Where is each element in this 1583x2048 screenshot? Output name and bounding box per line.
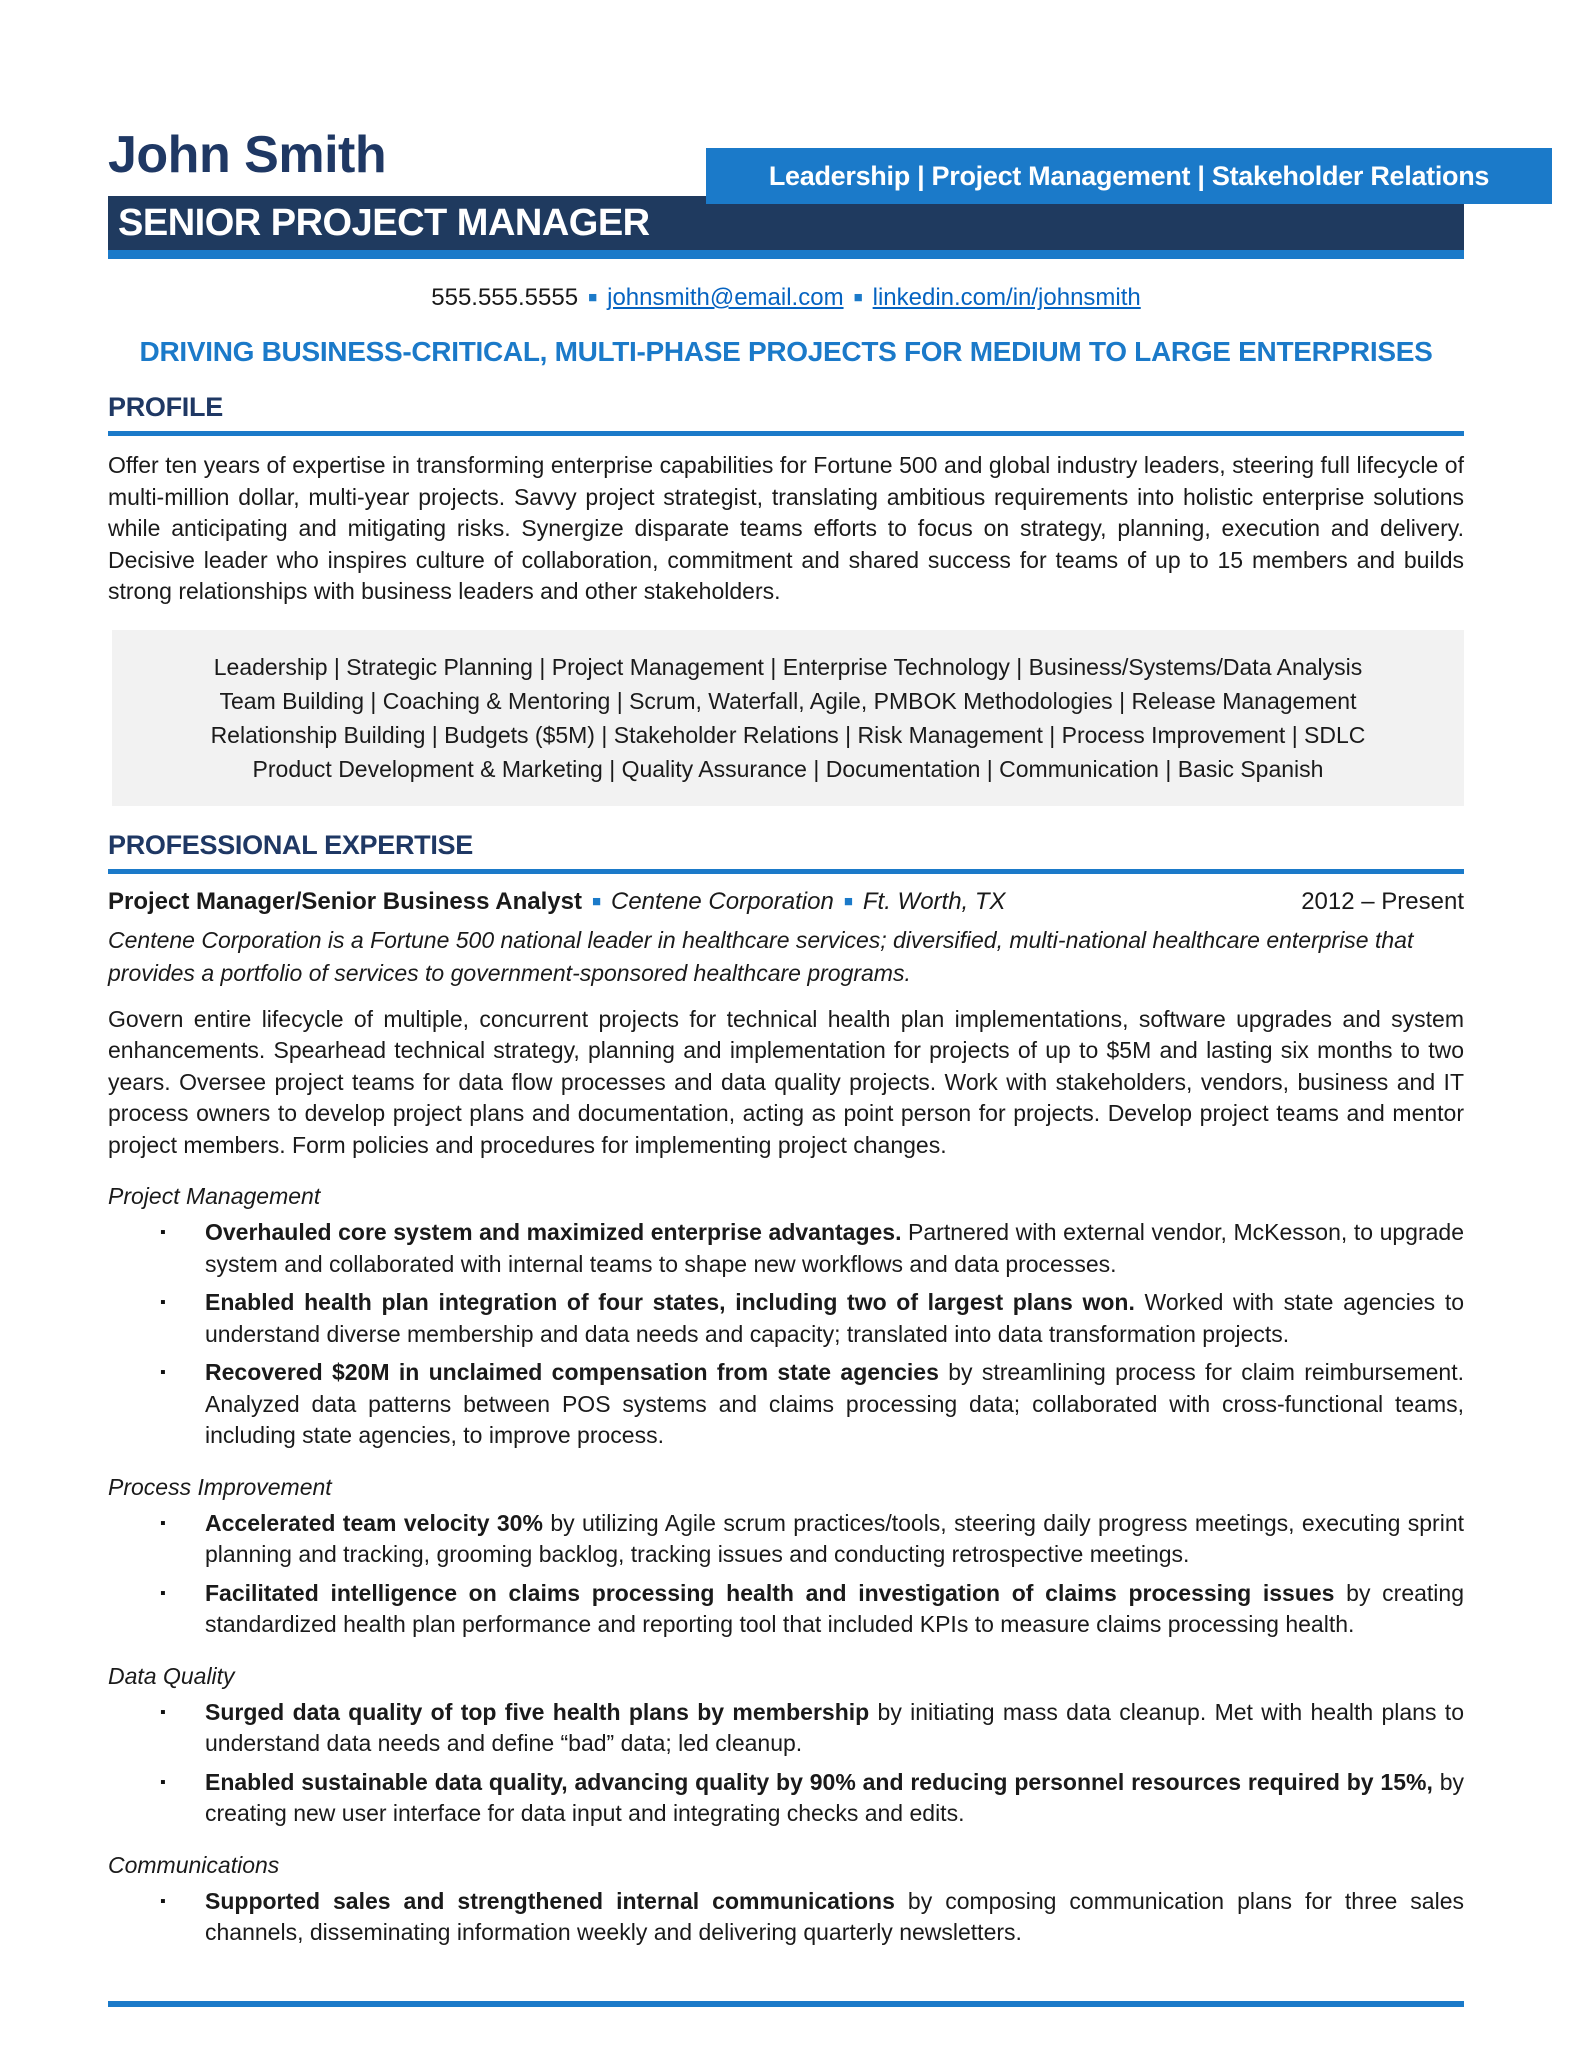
bullet-item bbox=[108, 1357, 1464, 1452]
job-location: Ft. Worth, TX bbox=[862, 887, 1006, 915]
branding-headline: DRIVING BUSINESS-CRITICAL, MULTI-PHASE PROJECTS FOR MEDIUM TO LARGE ENTERPRISES bbox=[139, 336, 1433, 367]
bullet-item bbox=[108, 1886, 1464, 1949]
bullet-square-icon: ▪ bbox=[160, 1294, 166, 1311]
header bbox=[108, 0, 1490, 268]
separator-square-icon: ■ bbox=[591, 892, 601, 910]
bullet-item bbox=[108, 1767, 1464, 1830]
bullet-rest: by utilizing Agile scrum practices/tools, steering daily progress meetings, executing sprint planning and tracking, grooming backlog, tracking issues and conducting retrospective meetings. bbox=[205, 1509, 1464, 1567]
job-title-text: SENIOR PROJECT MANAGER bbox=[118, 201, 650, 244]
subsection-label: Project Management bbox=[108, 1183, 321, 1209]
job-header-left bbox=[108, 888, 1006, 916]
company-name: Centene Corporation bbox=[611, 887, 834, 915]
role-overview: Govern entire lifecycle of multiple, concurrent projects for technical health plan implementations, software upgrades and system enhancements. Spearhead technical strategy, planning and implementation for projects of up to $5M and lasting six months to two years. Oversee project teams for data flow processes and data quality projects. Work with stakeholders, vendors, business and IT process owners to develop project plans and documentation, acting as point person for projects. Develop project teams and mentor project members. Form policies and procedures for implementing project changes. bbox=[108, 1005, 1464, 1158]
bullet-item bbox=[108, 1697, 1464, 1760]
bullet-rest: by composing communication plans for three sales channels, disseminating information weekly and delivering quarterly newsletters. bbox=[205, 1887, 1464, 1945]
bullet-list bbox=[108, 1697, 1464, 1830]
bullet-list bbox=[108, 1508, 1464, 1641]
section-title-profile: PROFILE bbox=[108, 392, 1464, 436]
bullet-square-icon: ▪ bbox=[160, 1892, 166, 1910]
skills-line: Leadership | Strategic Planning | Project Management | Enterprise Technology | Business/Systems/Data Analysis bbox=[213, 653, 1363, 680]
bullet-rest: by creating standardized health plan performance and reporting tool that included KPIs to measure claims processing health. bbox=[205, 1579, 1464, 1637]
bullet-item bbox=[108, 1217, 1464, 1280]
bullet-list bbox=[108, 1217, 1464, 1452]
phone-number: 555.555.5555 bbox=[431, 284, 579, 311]
achievement-subsections bbox=[108, 1183, 1464, 1949]
candidate-name: John Smith bbox=[108, 126, 387, 184]
skills-line: Relationship Building | Budgets ($5M) | Stakeholder Relations | Risk Management | Process Improvement | SDLC bbox=[210, 721, 1366, 748]
bullet-square-icon: ▪ bbox=[160, 1364, 166, 1381]
separator-square-icon: ■ bbox=[588, 289, 598, 306]
job-dates: 2012 – Present bbox=[1301, 887, 1464, 915]
subsection-label: Process Improvement bbox=[108, 1473, 332, 1500]
bullet-square-icon: ▪ bbox=[160, 1224, 166, 1241]
bullet-lead: Enabled sustainable data quality, advancing quality by 90% and reducing personnel resources required by 15%, bbox=[205, 1768, 1440, 1795]
job-header-row bbox=[108, 888, 1464, 916]
bullet-rest: by initiating mass data cleanup. Met with health plans to understand data needs and define “bad” data; led cleanup. bbox=[205, 1698, 1464, 1756]
separator-square-icon: ■ bbox=[843, 892, 853, 910]
bullet-lead: Recovered $20M in unclaimed compensation from state agencies bbox=[205, 1359, 949, 1385]
bullet-item bbox=[108, 1578, 1464, 1641]
bullet-lead: Facilitated intelligence on claims processing health and investigation of claims processing issues bbox=[205, 1579, 1347, 1606]
bullet-item bbox=[108, 1508, 1464, 1571]
subsection-label: Data Quality bbox=[108, 1662, 235, 1689]
bullet-square-icon: ▪ bbox=[160, 1703, 166, 1721]
bullet-lead: Surged data quality of top five health plans by membership bbox=[205, 1698, 878, 1725]
bullet-lead: Enabled health plan integration of four states, including two of largest plans won. bbox=[205, 1289, 1145, 1315]
tagline-text: Leadership | Project Management | Stakeholder Relations bbox=[768, 160, 1490, 191]
bullet-rest: by creating new user interface for data input and integrating checks and edits. bbox=[205, 1768, 1464, 1826]
skills-line: Team Building | Coaching & Mentoring | Scrum, Waterfall, Agile, PMBOK Methodologies | Release Management bbox=[219, 687, 1357, 714]
bullet-rest: Partnered with external vendor, McKesson, to upgrade system and collaborated with internal teams to shape new workflows and data processes. bbox=[205, 1219, 1464, 1277]
bullet-item bbox=[108, 1287, 1464, 1350]
section-title-expertise: PROFESSIONAL EXPERTISE bbox=[108, 830, 1464, 874]
bullet-lead: Supported sales and strengthened internal communications bbox=[205, 1887, 908, 1914]
skills-line: Product Development & Marketing | Quality Assurance | Documentation | Communication | Basic Spanish bbox=[252, 755, 1324, 782]
skills-box bbox=[112, 630, 1464, 806]
profile-summary: Offer ten years of expertise in transforming enterprise capabilities for Fortune 500 and global industry leaders, steering full lifecycle of multi-million dollar, multi-year projects. Savvy project strategist, translating ambitious requirements into holistic enterprise solutions while anticipating and mitigating risks. Synergize disparate teams efforts to focus on strategy, planning, execution and delivery. Decisive leader who inspires culture of collaboration, commitment and shared success for teams of up to 15 members and builds strong relationships with business leaders and other stakeholders. bbox=[108, 452, 1464, 604]
tagline-box bbox=[706, 148, 1552, 204]
bullet-square-icon: ▪ bbox=[160, 1514, 166, 1532]
bullet-lead: Accelerated team velocity 30% bbox=[205, 1509, 551, 1536]
separator-square-icon: ■ bbox=[853, 289, 863, 306]
bullet-square-icon: ▪ bbox=[160, 1773, 166, 1791]
bullet-square-icon: ▪ bbox=[160, 1584, 166, 1602]
bottom-divider bbox=[108, 2001, 1464, 2007]
linkedin-link[interactable]: linkedin.com/in/johnsmith bbox=[872, 284, 1141, 311]
bullet-list bbox=[108, 1886, 1464, 1949]
job-role: Project Manager/Senior Business Analyst bbox=[108, 887, 582, 915]
job-title-bar bbox=[108, 196, 1464, 259]
subsection-label: Communications bbox=[108, 1851, 280, 1878]
contact-line bbox=[108, 284, 1464, 312]
bullet-lead: Overhauled core system and maximized enterprise advantages. bbox=[205, 1219, 909, 1245]
email-link[interactable]: johnsmith@email.com bbox=[607, 284, 844, 311]
bullet-rest: by streamlining process for claim reimbursement. Analyzed data patterns between POS systems and claims processing data; collaborated with cross-functional teams, including state agencies, to improve process. bbox=[205, 1359, 1464, 1448]
company-description: Centene Corporation is a Fortune 500 national leader in healthcare services; diversified, multi-national healthcare enterprise that provides a portfolio of services to government-sponsored healthcare programs. bbox=[108, 926, 1414, 986]
bullet-rest: Worked with state agencies to understand diverse membership and data needs and capacity; translated into data transformation projects. bbox=[205, 1289, 1464, 1347]
